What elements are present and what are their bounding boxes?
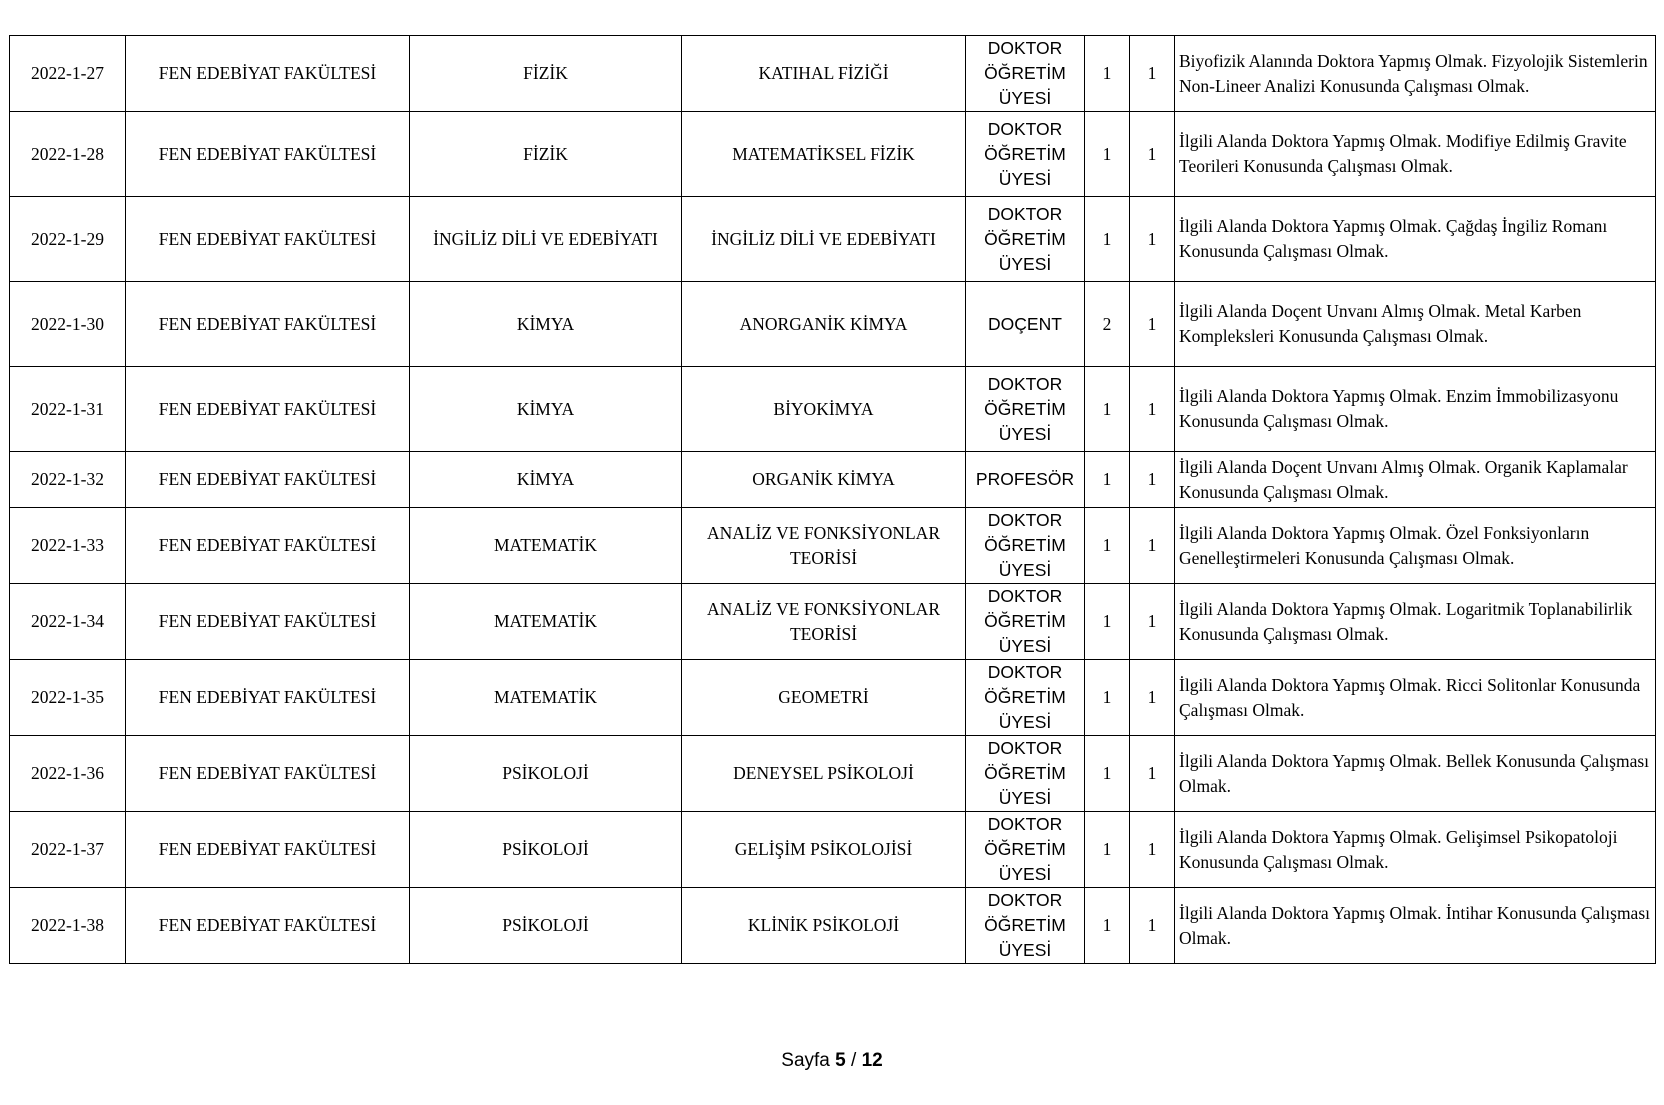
cell-title: DOÇENT — [966, 282, 1085, 367]
cell-faculty: FEN EDEBİYAT FAKÜLTESİ — [126, 367, 410, 452]
cell-department: MATEMATİK — [410, 660, 682, 736]
table-row — [10, 282, 1656, 367]
cell-code: 2022-1-32 — [10, 452, 126, 508]
cell-department: FİZİK — [410, 36, 682, 112]
cell-title: DOKTOR ÖĞRETİM ÜYESİ — [966, 584, 1085, 660]
cell-requirement: İlgili Alanda Doçent Unvanı Almış Olmak. Organik Kaplamalar Konusunda Çalışması Olmak. — [1175, 452, 1656, 508]
cell-count-2: 1 — [1130, 452, 1175, 508]
cell-field: BİYOKİMYA — [682, 367, 966, 452]
table-row — [10, 508, 1656, 584]
cell-faculty: FEN EDEBİYAT FAKÜLTESİ — [126, 452, 410, 508]
total-pages-number: 12 — [861, 1050, 883, 1071]
cell-field: ORGANİK KİMYA — [682, 452, 966, 508]
cell-field: GELİŞİM PSİKOLOJİSİ — [682, 812, 966, 888]
cell-faculty: FEN EDEBİYAT FAKÜLTESİ — [126, 197, 410, 282]
cell-faculty: FEN EDEBİYAT FAKÜLTESİ — [126, 508, 410, 584]
cell-requirement: İlgili Alanda Doktora Yapmış Olmak. Çağdaş İngiliz Romanı Konusunda Çalışması Olmak. — [1175, 197, 1656, 282]
cell-field: KATIHAL FİZİĞİ — [682, 36, 966, 112]
cell-count-2: 1 — [1130, 197, 1175, 282]
cell-count-2: 1 — [1130, 36, 1175, 112]
cell-count-2: 1 — [1130, 888, 1175, 964]
cell-code: 2022-1-28 — [10, 112, 126, 197]
cell-field: DENEYSEL PSİKOLOJİ — [682, 736, 966, 812]
table-row — [10, 36, 1656, 112]
table-row — [10, 452, 1656, 508]
cell-count-1: 1 — [1085, 452, 1130, 508]
cell-count-2: 1 — [1130, 584, 1175, 660]
cell-code: 2022-1-36 — [10, 736, 126, 812]
cell-title: DOKTOR ÖĞRETİM ÜYESİ — [966, 508, 1085, 584]
cell-department: MATEMATİK — [410, 584, 682, 660]
cell-requirement: Biyofizik Alanında Doktora Yapmış Olmak. Fizyolojik Sistemlerin Non-Lineer Analizi Konusunda Çalışması Olmak. — [1175, 36, 1656, 112]
cell-department: PSİKOLOJİ — [410, 812, 682, 888]
cell-count-2: 1 — [1130, 112, 1175, 197]
cell-department: PSİKOLOJİ — [410, 888, 682, 964]
cell-count-1: 1 — [1085, 584, 1130, 660]
cell-code: 2022-1-37 — [10, 812, 126, 888]
cell-title: PROFESÖR — [966, 452, 1085, 508]
table-row — [10, 584, 1656, 660]
cell-department: KİMYA — [410, 282, 682, 367]
cell-requirement: İlgili Alanda Doktora Yapmış Olmak. Enzim İmmobilizasyonu Konusunda Çalışması Olmak. — [1175, 367, 1656, 452]
cell-title: DOKTOR ÖĞRETİM ÜYESİ — [966, 367, 1085, 452]
cell-count-2: 1 — [1130, 812, 1175, 888]
cell-count-1: 1 — [1085, 112, 1130, 197]
cell-field: MATEMATİKSEL FİZİK — [682, 112, 966, 197]
cell-department: FİZİK — [410, 112, 682, 197]
cell-count-1: 1 — [1085, 508, 1130, 584]
cell-code: 2022-1-38 — [10, 888, 126, 964]
cell-count-1: 1 — [1085, 197, 1130, 282]
table-row — [10, 367, 1656, 452]
cell-count-2: 1 — [1130, 736, 1175, 812]
cell-field: KLİNİK PSİKOLOJİ — [682, 888, 966, 964]
cell-faculty: FEN EDEBİYAT FAKÜLTESİ — [126, 36, 410, 112]
cell-code: 2022-1-29 — [10, 197, 126, 282]
cell-requirement: İlgili Alanda Doktora Yapmış Olmak. Bellek Konusunda Çalışması Olmak. — [1175, 736, 1656, 812]
cell-count-1: 1 — [1085, 736, 1130, 812]
positions-table — [9, 35, 1656, 964]
cell-title: DOKTOR ÖĞRETİM ÜYESİ — [966, 812, 1085, 888]
cell-title: DOKTOR ÖĞRETİM ÜYESİ — [966, 888, 1085, 964]
cell-faculty: FEN EDEBİYAT FAKÜLTESİ — [126, 112, 410, 197]
cell-requirement: İlgili Alanda Doktora Yapmış Olmak. Gelişimsel Psikopatoloji Konusunda Çalışması Olmak. — [1175, 812, 1656, 888]
cell-code: 2022-1-27 — [10, 36, 126, 112]
cell-requirement: İlgili Alanda Doktora Yapmış Olmak. Ricci Solitonlar Konusunda Çalışması Olmak. — [1175, 660, 1656, 736]
cell-field: İNGİLİZ DİLİ VE EDEBİYATI — [682, 197, 966, 282]
table-row — [10, 660, 1656, 736]
cell-title: DOKTOR ÖĞRETİM ÜYESİ — [966, 36, 1085, 112]
cell-count-2: 1 — [1130, 660, 1175, 736]
page-separator: / — [851, 1050, 857, 1071]
cell-faculty: FEN EDEBİYAT FAKÜLTESİ — [126, 888, 410, 964]
cell-faculty: FEN EDEBİYAT FAKÜLTESİ — [126, 736, 410, 812]
cell-department: KİMYA — [410, 452, 682, 508]
cell-department: KİMYA — [410, 367, 682, 452]
table-row — [10, 736, 1656, 812]
cell-count-1: 2 — [1085, 282, 1130, 367]
table-body — [10, 36, 1656, 964]
cell-field: ANALİZ VE FONKSİYONLAR TEORİSİ — [682, 584, 966, 660]
cell-code: 2022-1-31 — [10, 367, 126, 452]
cell-requirement: İlgili Alanda Doktora Yapmış Olmak. Logaritmik Toplanabilirlik Konusunda Çalışması Olmak. — [1175, 584, 1656, 660]
cell-department: İNGİLİZ DİLİ VE EDEBİYATI — [410, 197, 682, 282]
cell-code: 2022-1-34 — [10, 584, 126, 660]
cell-faculty: FEN EDEBİYAT FAKÜLTESİ — [126, 660, 410, 736]
table-row — [10, 197, 1656, 282]
cell-title: DOKTOR ÖĞRETİM ÜYESİ — [966, 197, 1085, 282]
cell-count-2: 1 — [1130, 282, 1175, 367]
cell-requirement: İlgili Alanda Doktora Yapmış Olmak. İntihar Konusunda Çalışması Olmak. — [1175, 888, 1656, 964]
cell-faculty: FEN EDEBİYAT FAKÜLTESİ — [126, 282, 410, 367]
cell-count-1: 1 — [1085, 660, 1130, 736]
cell-requirement: İlgili Alanda Doktora Yapmış Olmak. Özel Fonksiyonların Genelleştirmeleri Konusunda Çalışması Olmak. — [1175, 508, 1656, 584]
cell-faculty: FEN EDEBİYAT FAKÜLTESİ — [126, 584, 410, 660]
page-footer — [0, 1050, 1664, 1072]
current-page-number: 5 — [835, 1050, 846, 1071]
cell-title: DOKTOR ÖĞRETİM ÜYESİ — [966, 112, 1085, 197]
cell-title: DOKTOR ÖĞRETİM ÜYESİ — [966, 660, 1085, 736]
cell-code: 2022-1-35 — [10, 660, 126, 736]
cell-department: PSİKOLOJİ — [410, 736, 682, 812]
cell-code: 2022-1-33 — [10, 508, 126, 584]
cell-requirement: İlgili Alanda Doktora Yapmış Olmak. Modifiye Edilmiş Gravite Teorileri Konusunda Çalışması Olmak. — [1175, 112, 1656, 197]
cell-department: MATEMATİK — [410, 508, 682, 584]
cell-count-2: 1 — [1130, 508, 1175, 584]
table-row — [10, 812, 1656, 888]
page-label: Sayfa — [781, 1050, 830, 1071]
cell-count-1: 1 — [1085, 367, 1130, 452]
cell-count-1: 1 — [1085, 812, 1130, 888]
cell-field: ANALİZ VE FONKSİYONLAR TEORİSİ — [682, 508, 966, 584]
cell-count-2: 1 — [1130, 367, 1175, 452]
table-row — [10, 112, 1656, 197]
cell-title: DOKTOR ÖĞRETİM ÜYESİ — [966, 736, 1085, 812]
cell-faculty: FEN EDEBİYAT FAKÜLTESİ — [126, 812, 410, 888]
cell-count-1: 1 — [1085, 888, 1130, 964]
table-row — [10, 888, 1656, 964]
cell-requirement: İlgili Alanda Doçent Unvanı Almış Olmak. Metal Karben Kompleksleri Konusunda Çalışması Olmak. — [1175, 282, 1656, 367]
cell-field: ANORGANİK KİMYA — [682, 282, 966, 367]
cell-count-1: 1 — [1085, 36, 1130, 112]
cell-code: 2022-1-30 — [10, 282, 126, 367]
cell-field: GEOMETRİ — [682, 660, 966, 736]
